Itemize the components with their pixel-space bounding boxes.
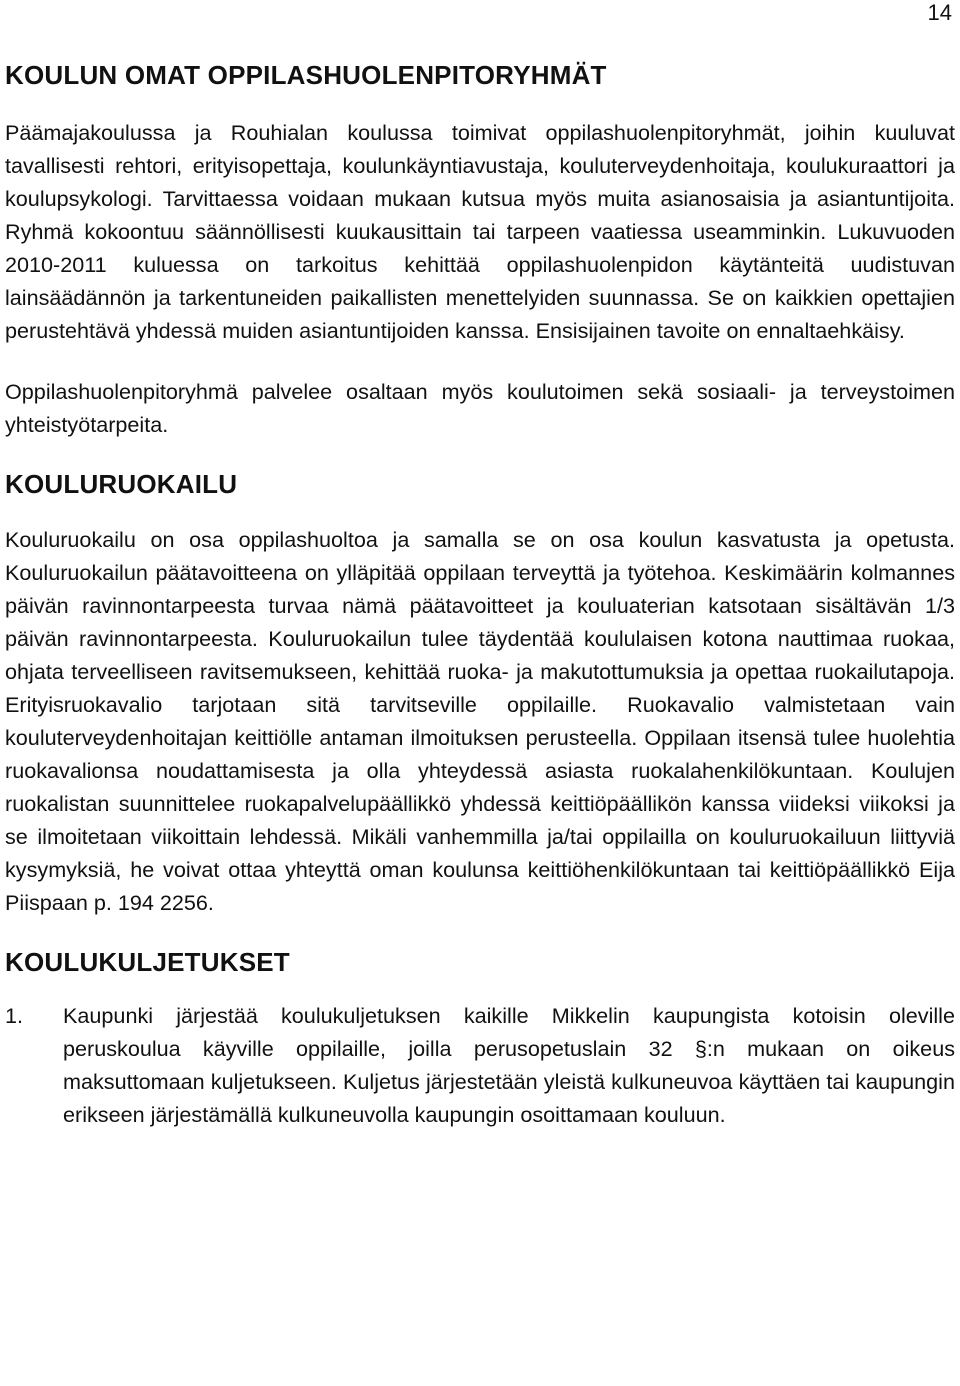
paragraph-kouluruokailu: Kouluruokailu on osa oppilashuoltoa ja samalla se on osa koulun kasvatusta ja opetusta. Kouluruokailun päätavoitteena on ylläpitää oppilaan terveyttä ja työtehoa. Keskimäärin kolmannes päivän ravinnontarpeesta turvaa nämä päätavoitteet ja kouluaterian katsotaan sisältävän 1/3 päivän ravinnontarpeesta. Kouluruokailun tulee täydentää koululaisen kotona nauttimaa ruokaa, ohjata terveelliseen ravitsemukseen, kehittää ruoka- ja makutottumuksia ja opettaa ruokailutapoja. Erityisruokavalio tarjotaan sitä tarvitseville oppilaille. Ruokavalio valmistetaan vain kouluterveydenhoitajan keittiölle antaman ilmoituksen perusteella. Oppilaan itsensä tulee huolehtia ruokavalionsa noudattamisesta ja olla yhteydessä asiasta ruokalahenkilökuntaan. Koulujen ruokalistan suunnittelee ruokapalvelupäällikkö yhdessä keittiöpäällikön kanssa viideksi viikoksi ja se ilmoitetaan viikoittain lehdessä. Mikäli vanhemmilla ja/tai oppilailla on kouluruokailuun liittyviä kysymyksiä, he voivat ottaa yhteyttä oman koulunsa keittiöhenkilökuntaan tai keittiöpäällikkö Eija Piispaan p. 194 2256. <box>5 527 955 915</box>
list-item-text: Kaupunki järjestää koulukuljetuksen kaikille Mikkelin kaupungista kotoisin oleville peruskoulua käyville oppilaille, joilla perusopetuslain 32 §:n mukaan on oikeus maksuttomaan kuljetukseen. Kuljetus järjestetään yleistä kulkuneuvoa käyttäen tai kaupungin erikseen järjestämällä kulkuneuvolla kaupungin osoittamaan kouluun. <box>63 1003 955 1127</box>
section-heading-koulukuljetukset: KOULUKULJETUKSET <box>5 947 290 977</box>
section-heading-oppilashuolto: KOULUN OMAT OPPILASHUOLENPITORYHMÄT <box>5 60 607 90</box>
paragraph-oppilashuolto-1: Päämajakoulussa ja Rouhialan koulussa toimivat oppilashuolenpitoryhmät, joihin kuuluvat tavallisesti rehtori, erityisopettaja, koulunkäyntiavustaja, kouluterveydenhoitaja, koulukuraattori ja koulupsykologi. Tarvittaessa voidaan mukaan kutsua myös muita asianosaisia ja asiantuntijoita. Ryhmä kokoontuu säännöllisesti kuukausittain tai tarpeen vaatiessa useamminkin. Lukuvuoden 2010-2011 kuluessa on tarkoitus kehittää oppilashuolenpidon käytänteitä uudistuvan lainsäädännön ja tarkentuneiden paikallisten menettelyiden suunnassa. Se on kaikkien opettajien perustehtävä yhdessä muiden asiantuntijoiden kanssa. Ensisijainen tavoite on ennaltaehkäisy. <box>5 120 955 343</box>
list-item <box>5 999 955 1131</box>
page-number: 14 <box>927 0 952 25</box>
document-body <box>5 58 955 1131</box>
section-heading-kouluruokailu: KOULURUOKAILU <box>5 469 238 499</box>
list-item-number: 1. <box>5 1003 24 1028</box>
paragraph-oppilashuolto-2: Oppilashuolenpitoryhmä palvelee osaltaan myös koulutoimen sekä sosiaali- ja terveystoimen yhteistyötarpeita. <box>5 379 955 437</box>
